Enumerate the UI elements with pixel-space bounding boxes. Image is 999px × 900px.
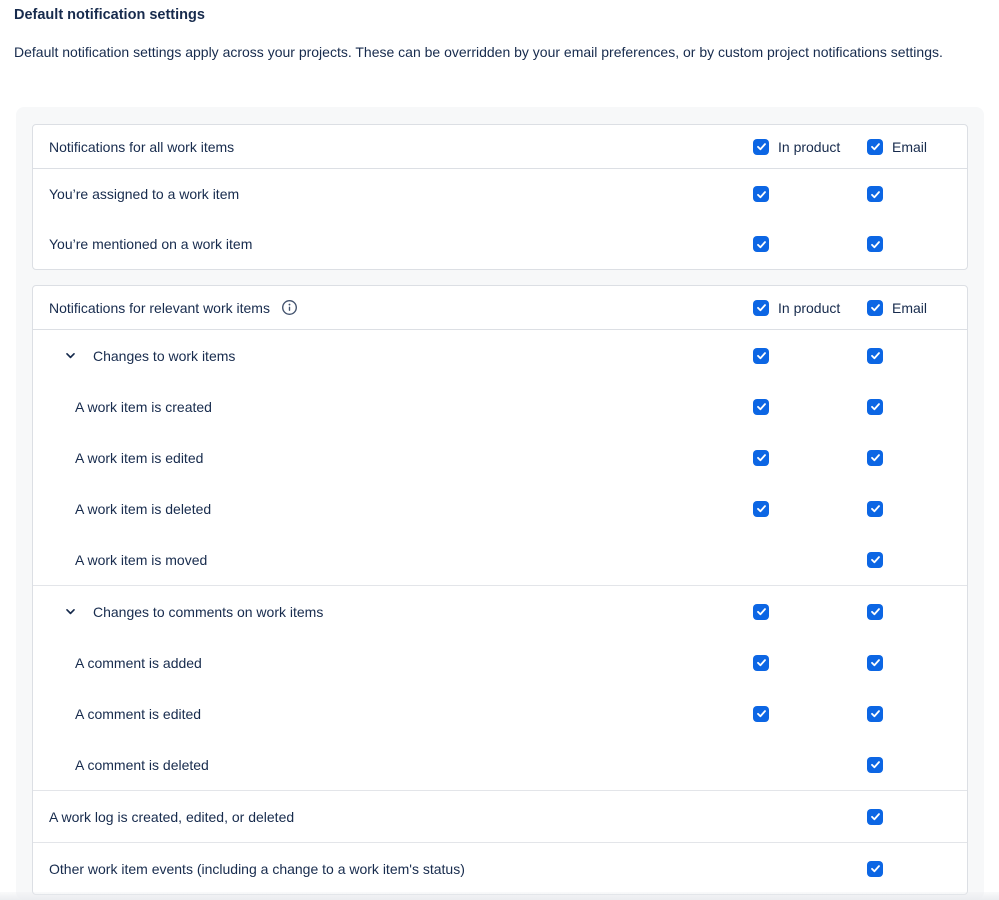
email-checkbox-checked[interactable] (867, 501, 883, 517)
row-checkbox-cells (753, 450, 951, 466)
row-comment-added (33, 637, 967, 688)
page-description: Default notification settings apply across your projects. These can be overridden by your email preferences, or by custom project notifications settings. (14, 44, 943, 60)
checkmark-icon (870, 503, 881, 514)
email-cell (867, 552, 951, 568)
in-product-cell (753, 399, 867, 415)
in-product-checkbox-checked[interactable] (753, 655, 769, 671)
in-product-label: In product (778, 299, 841, 316)
in-product-checkbox-checked[interactable] (753, 348, 769, 364)
row-group (33, 169, 967, 269)
in-product-checkbox-checked[interactable] (753, 236, 769, 252)
checkmark-icon (756, 350, 767, 361)
row-checkbox-cells (753, 348, 951, 364)
row-checkbox-cells (753, 552, 951, 568)
row-label: A comment is deleted (75, 756, 209, 773)
card-relevant-work-items (32, 285, 968, 895)
in-product-checkbox-checked[interactable] (753, 501, 769, 517)
email-checkbox-checked[interactable] (867, 757, 883, 773)
card-header-label: Notifications for all work items (49, 138, 235, 155)
row-label: Changes to comments on work items (93, 603, 324, 620)
chevron-down-icon[interactable] (63, 349, 77, 363)
checkmark-icon (870, 239, 881, 250)
row-other-work-item-events (33, 843, 967, 894)
row-checkbox-cells (753, 236, 951, 252)
checkmark-icon (870, 708, 881, 719)
checkmark-icon (870, 863, 881, 874)
checkmark-icon (756, 606, 767, 617)
email-label: Email (892, 138, 928, 155)
checkmark-icon (870, 606, 881, 617)
in-product-label: In product (778, 138, 841, 155)
row-label: Changes to work items (93, 347, 236, 364)
in-product-cell (753, 655, 867, 671)
email-cell (867, 186, 951, 202)
checkmark-icon (870, 554, 881, 565)
row-label: A work log is created, edited, or deleted (49, 808, 295, 825)
email-cell (867, 348, 951, 364)
group-changes-to-comments (33, 585, 967, 790)
group-work-log (33, 790, 967, 842)
row-label: You’re assigned to a work item (49, 186, 240, 202)
chevron-down-icon[interactable] (63, 605, 77, 619)
email-checkbox-checked[interactable] (867, 236, 883, 252)
in-product-checkbox-checked[interactable] (753, 186, 769, 202)
email-checkbox-checked[interactable] (867, 300, 883, 316)
in-product-cell (753, 604, 867, 620)
email-checkbox-checked[interactable] (867, 861, 883, 877)
in-product-checkbox-checked[interactable] (753, 450, 769, 466)
row-label: A work item is created (75, 398, 212, 415)
row-assigned-to-work-item (33, 169, 967, 219)
row-checkbox-cells (753, 604, 951, 620)
row-label: A work item is edited (75, 449, 204, 466)
group-other-events (33, 842, 967, 894)
email-checkbox-checked[interactable] (867, 348, 883, 364)
checkmark-icon (756, 189, 767, 200)
in-product-column-header (753, 139, 867, 155)
checkmark-icon (756, 657, 767, 668)
email-cell (867, 757, 951, 773)
email-checkbox-checked[interactable] (867, 604, 883, 620)
card-header-row (33, 286, 967, 330)
checkmark-icon (756, 302, 767, 313)
email-checkbox-checked[interactable] (867, 399, 883, 415)
row-checkbox-cells (753, 399, 951, 415)
in-product-cell (753, 706, 867, 722)
row-checkbox-cells (753, 861, 951, 877)
row-work-item-deleted (33, 483, 967, 534)
in-product-cell (753, 450, 867, 466)
row-label: A work item is moved (75, 551, 208, 568)
checkmark-icon (756, 503, 767, 514)
email-column-header (867, 139, 951, 155)
column-headers (753, 300, 951, 316)
in-product-checkbox-checked[interactable] (753, 604, 769, 620)
row-label: A comment is edited (75, 705, 202, 722)
row-changes-to-work-items (33, 330, 967, 381)
email-cell (867, 706, 951, 722)
row-changes-to-comments (33, 586, 967, 637)
row-work-item-edited (33, 432, 967, 483)
row-checkbox-cells (753, 757, 951, 773)
in-product-checkbox-checked[interactable] (753, 139, 769, 155)
checkmark-icon (756, 452, 767, 463)
in-product-checkbox-checked[interactable] (753, 399, 769, 415)
checkmark-icon (870, 759, 881, 770)
row-work-log (33, 791, 967, 842)
in-product-cell (753, 501, 867, 517)
checkmark-icon (756, 401, 767, 412)
email-cell (867, 655, 951, 671)
row-checkbox-cells (753, 655, 951, 671)
email-cell (867, 604, 951, 620)
email-cell (867, 809, 951, 825)
card-header-row (33, 125, 967, 169)
email-checkbox-checked[interactable] (867, 450, 883, 466)
checkmark-icon (870, 189, 881, 200)
page-title: Default notification settings (14, 7, 205, 23)
checkmark-icon (870, 811, 881, 822)
in-product-cell (753, 348, 867, 364)
row-work-item-created (33, 381, 967, 432)
row-comment-deleted (33, 739, 967, 790)
in-product-cell (753, 186, 867, 202)
email-column-header (867, 300, 951, 316)
row-checkbox-cells (753, 501, 951, 517)
in-product-checkbox-checked[interactable] (753, 300, 769, 316)
email-checkbox-checked[interactable] (867, 552, 883, 568)
in-product-cell (753, 236, 867, 252)
column-headers (753, 139, 951, 155)
email-checkbox-checked[interactable] (867, 809, 883, 825)
row-checkbox-cells (753, 706, 951, 722)
row-label: A comment is added (75, 654, 202, 671)
checkmark-icon (870, 657, 881, 668)
checkmark-icon (870, 302, 881, 313)
row-checkbox-cells (753, 186, 951, 202)
in-product-checkbox-checked[interactable] (753, 706, 769, 722)
card-header-label: Notifications for relevant work items (49, 299, 270, 316)
checkmark-icon (756, 239, 767, 250)
row-label: A work item is deleted (75, 500, 212, 517)
email-checkbox-checked[interactable] (867, 706, 883, 722)
email-cell (867, 399, 951, 415)
email-label: Email (892, 299, 928, 316)
row-comment-edited (33, 688, 967, 739)
row-work-item-moved (33, 534, 967, 585)
email-checkbox-checked[interactable] (867, 655, 883, 671)
row-label: You’re mentioned on a work item (49, 236, 253, 252)
card-all-work-items (32, 124, 968, 270)
notification-settings-panel (16, 107, 984, 900)
row-checkbox-cells (753, 809, 951, 825)
email-cell (867, 236, 951, 252)
email-cell (867, 450, 951, 466)
checkmark-icon (756, 141, 767, 152)
email-checkbox-checked[interactable] (867, 186, 883, 202)
row-mentioned-on-work-item (33, 219, 967, 269)
in-product-column-header (753, 300, 867, 316)
row-label: Other work item events (including a change to a work item's status) (49, 860, 465, 877)
checkmark-icon (870, 141, 881, 152)
email-cell (867, 861, 951, 877)
checkmark-icon (870, 401, 881, 412)
info-icon[interactable] (281, 299, 298, 316)
checkmark-icon (756, 708, 767, 719)
checkmark-icon (870, 452, 881, 463)
email-checkbox-checked[interactable] (867, 139, 883, 155)
checkmark-icon (870, 350, 881, 361)
email-cell (867, 501, 951, 517)
group-changes-to-work-items (33, 330, 967, 585)
